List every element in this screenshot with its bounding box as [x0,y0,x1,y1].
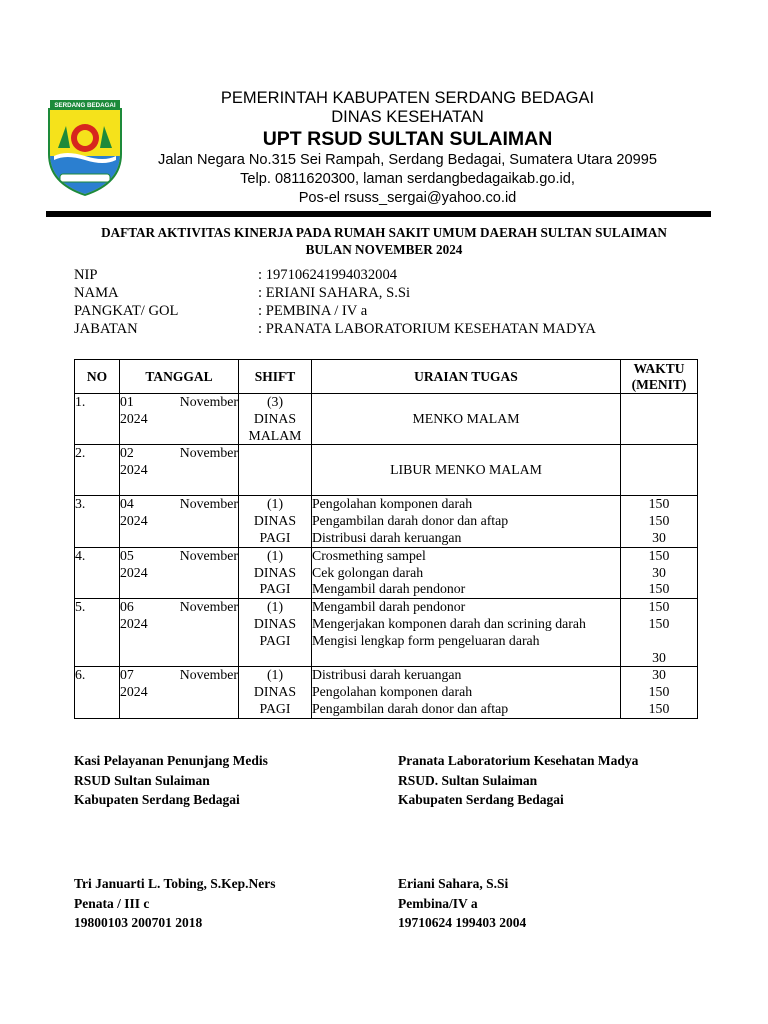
row-number: 6. [75,667,120,718]
activity-table [74,359,698,719]
identity-value: : ERIANI SAHARA, S.Si [258,285,411,301]
row-duration [621,394,698,445]
date-year: 2024 [120,410,148,426]
date-day: 07 [120,667,134,683]
signature-right-signer [398,874,526,933]
row-tasks [312,394,621,445]
logo-banner-text: SERDANG BEDAGAI [54,102,116,109]
table-row [75,394,698,445]
shift-line: PAGI [259,529,291,545]
row-date [120,667,239,718]
row-shift [239,667,312,718]
shift-line: DINAS [253,684,297,700]
employee-identity [74,266,674,338]
date-month: November [179,599,238,615]
letterhead-divider [46,211,711,217]
row-shift [239,394,312,445]
role-line: Kabupaten Serdang Bedagai [398,792,564,807]
shift-line: PAGI [259,700,291,716]
task-line: Cek golongan darah [312,564,424,580]
date-day: 01 [120,394,134,409]
date-day-month [120,667,238,684]
shift-line: PAGI [259,581,291,597]
row-number: 4. [75,547,120,598]
shift-line: (3) [266,394,284,409]
task-line: LIBUR MENKO MALAM [390,461,542,477]
row-shift [239,599,312,667]
date-year: 2024 [120,684,148,700]
date-year: 2024 [120,615,148,631]
task-line: Distribusi darah keruangan [312,529,462,545]
duration-line: 150 [648,496,670,512]
date-day-month [120,496,238,513]
date-month: November [179,394,238,409]
table-header-row [75,360,698,394]
row-duration [621,445,698,496]
task-line: Pengambilan darah donor dan aftap [312,513,509,529]
email-line: Pos-el rsuss_sergai@yahoo.co.id [298,190,517,206]
row-number: 5. [75,599,120,667]
address-line: Jalan Negara No.315 Sei Rampah, Serdang Bedagai, Sumatera Utara 20995 [158,152,657,168]
identity-value: : PEMBINA / IV a [258,303,368,319]
date-day-month [120,394,238,411]
row-tasks [312,445,621,496]
department-name: DINAS KESEHATAN [331,108,484,126]
identity-row-jabatan [74,320,674,338]
signer-name: Tri Januarti L. Tobing, S.Kep.Ners [74,876,276,891]
duration-line: 150 [648,700,670,716]
row-number: 1. [75,394,120,445]
row-date [120,496,239,547]
table-row [75,547,698,598]
identity-label: JABATAN [74,321,138,337]
row-tasks [312,599,621,667]
duration-line: 30 [652,564,666,580]
identity-label: NIP [74,267,98,283]
shift-line: (1) [266,496,284,512]
identity-row-pangkat [74,302,674,320]
shift-line: DINAS [253,410,297,426]
date-day-month [120,548,238,565]
date-year: 2024 [120,564,148,580]
signer-nip: 19800103 200701 2018 [74,915,203,930]
duration-line: 150 [648,513,670,529]
shift-line: (1) [266,599,284,615]
date-day: 04 [120,496,134,512]
contact-line: Telp. 0811620300, laman serdangbedagaikab.go.id, [240,171,575,187]
header-no: NO [75,360,120,394]
row-tasks [312,547,621,598]
task-line: Mengambil darah pendonor [312,599,466,615]
header-shift: SHIFT [239,360,312,394]
row-date [120,394,239,445]
duration-line: 150 [648,684,670,700]
signer-nip: 19710624 199403 2004 [398,915,527,930]
table-row [75,667,698,718]
date-day-month [120,599,238,616]
task-line: Pengolahan komponen darah [312,496,473,512]
signer-rank: Pembina/IV a [398,895,478,911]
header-tanggal: TANGGAL [120,360,239,394]
duration-line: 30 [652,649,666,665]
regency-emblem-logo [46,98,124,196]
date-day: 05 [120,547,134,563]
signature-left-role [74,751,268,810]
date-month: November [179,547,238,563]
identity-label: NAMA [74,285,119,301]
table-body [75,394,698,719]
role-line: RSUD. Sultan Sulaiman [398,772,538,788]
header-waktu: WAKTU (MENIT) [621,360,698,394]
row-date [120,599,239,667]
identity-row-nip [74,266,674,284]
title-line-1: DAFTAR AKTIVITAS KINERJA PADA RUMAH SAKIT UMUM DAERAH SULTAN SULAIMAN [101,225,667,240]
duration-line [621,633,697,650]
signer-name: Eriani Sahara, S.Si [398,876,509,891]
shift-line: DINAS [253,615,297,631]
row-number: 2. [75,445,120,496]
identity-value: : 197106241994032004 [258,267,398,283]
task-line: Mengerjakan komponen darah dan scrining darah [312,615,586,631]
duration-line: 30 [652,667,666,683]
date-year: 2024 [120,462,148,478]
shift-line: (1) [266,667,284,683]
row-shift [239,547,312,598]
hospital-name: UPT RSUD SULTAN SULAIMAN [262,128,553,150]
identity-value: : PRANATA LABORATORIUM KESEHATAN MADYA [258,321,596,337]
duration-line: 150 [648,615,670,631]
task-line: Crosmething sampel [312,547,426,563]
identity-label: PANGKAT/ GOL [74,303,179,319]
shift-line: DINAS [253,564,297,580]
header-uraian: URAIAN TUGAS [312,360,621,394]
row-tasks [312,496,621,547]
date-year: 2024 [120,513,148,529]
document-title [60,224,708,258]
row-duration [621,667,698,718]
row-shift [239,445,312,496]
task-line: Mengisi lengkap form pengeluaran darah [312,632,540,648]
role-line: Kabupaten Serdang Bedagai [74,792,240,807]
shift-line: DINAS [253,513,297,529]
table-row [75,599,698,667]
table-row [75,445,698,496]
shift-line: MALAM [248,427,302,443]
row-tasks [312,667,621,718]
row-date [120,547,239,598]
identity-row-nama [74,284,674,302]
task-line: Pengolahan komponen darah [312,684,473,700]
table-row [75,496,698,547]
role-line: RSUD Sultan Sulaiman [74,772,210,788]
date-month: November [179,496,238,512]
signature-right-role [398,751,638,810]
row-duration [621,496,698,547]
row-duration [621,599,698,667]
title-line-2: BULAN NOVEMBER 2024 [305,242,463,257]
date-day-month [120,445,238,462]
date-day: 02 [120,445,134,461]
task-line: Pengambilan darah donor dan aftap [312,700,509,716]
shift-line: (1) [266,547,284,563]
row-shift [239,496,312,547]
task-line: Mengambil darah pendonor [312,581,466,597]
date-month: November [179,667,238,683]
letterhead [140,88,675,208]
shift-line: PAGI [259,632,291,648]
row-date [120,445,239,496]
task-line: Distribusi darah keruangan [312,667,462,683]
role-line: Kasi Pelayanan Penunjang Medis [74,753,268,768]
date-day: 06 [120,599,134,615]
row-number: 3. [75,496,120,547]
date-month: November [179,445,238,461]
role-line: Pranata Laboratorium Kesehatan Madya [398,753,639,768]
duration-line: 150 [648,599,670,615]
row-duration [621,547,698,598]
duration-line: 30 [652,529,666,545]
government-name: PEMERINTAH KABUPATEN SERDANG BEDAGAI [220,89,595,107]
duration-line: 150 [648,581,670,597]
signer-rank: Penata / III c [74,895,150,911]
duration-line: 150 [648,547,670,563]
task-line: MENKO MALAM [412,410,520,426]
signature-left-signer [74,874,276,933]
